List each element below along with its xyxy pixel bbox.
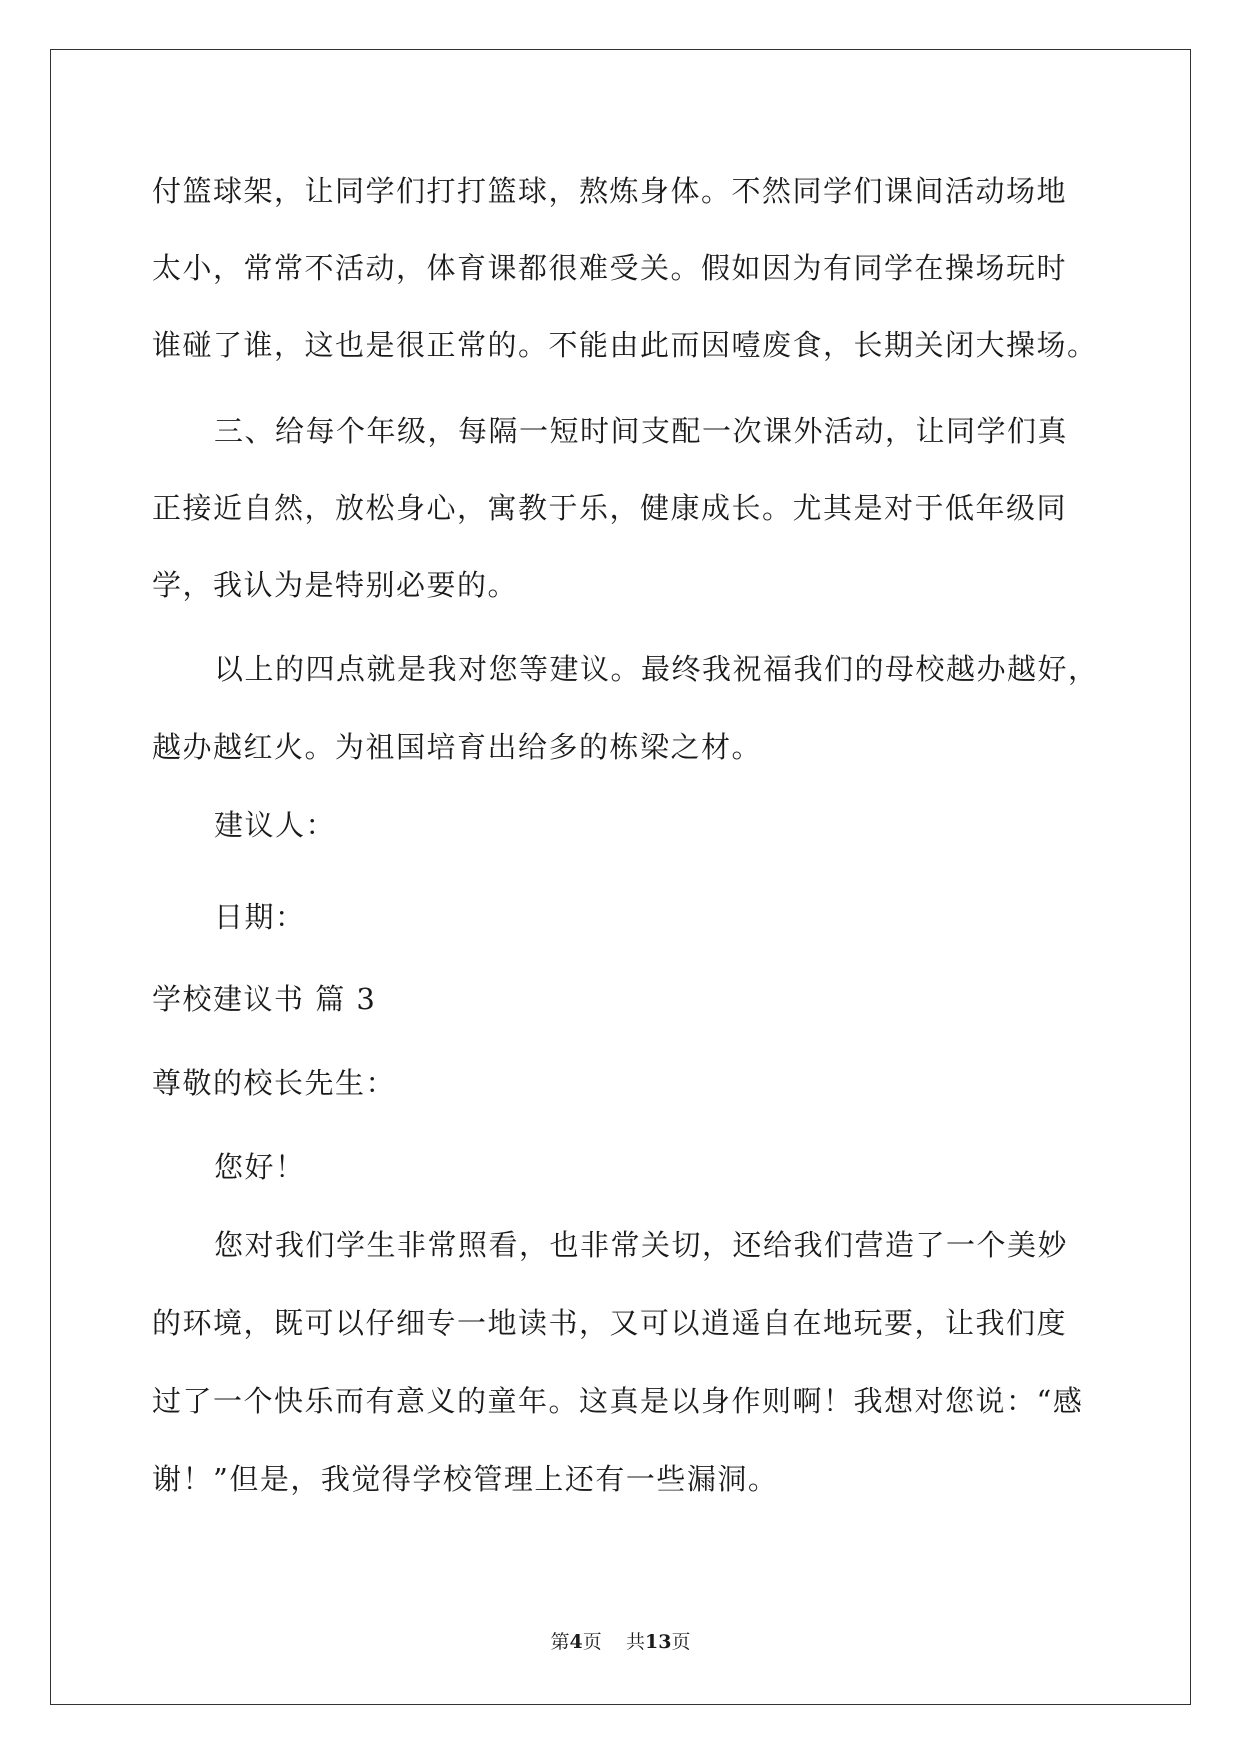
date-label: 日期： [214, 900, 306, 934]
total-unit: 页 [671, 1631, 691, 1653]
greeting: 您好！ [214, 1150, 306, 1184]
paragraph-line: 太小，常常不活动，体育课都很难受关。假如因为有同学在操场玩时 [152, 251, 1068, 285]
paragraph-line: 您对我们学生非常照看，也非常关切，还给我们营造了一个美妙 [214, 1228, 1069, 1262]
page-number: 4 [569, 1631, 583, 1653]
total-pages: 13 [644, 1631, 672, 1653]
section-heading: 学校建议书 篇 3 [152, 982, 377, 1016]
salutation: 尊敬的校长先生： [152, 1066, 397, 1100]
paragraph-line: 付篮球架，让同学们打打篮球，熬炼身体。不然同学们课间活动场地 [152, 174, 1068, 208]
page-prefix: 第 [550, 1631, 570, 1653]
page-border [50, 49, 1191, 1705]
paragraph-line: 学，我认为是特别必要的。 [152, 568, 519, 602]
paragraph-line: 越办越红火。为祖国培育出给多的栋梁之材。 [152, 730, 763, 764]
total-prefix: 共 [625, 1631, 645, 1653]
signer-label: 建议人： [214, 808, 337, 842]
paragraph-line: 以上的四点就是我对您等建议。最终我祝福我们的母校越办越好， [214, 652, 1099, 686]
paragraph-line: 三、给每个年级，每隔一短时间支配一次课外活动，让同学们真 [214, 414, 1069, 448]
paragraph-line: 过了一个快乐而有意义的童年。这真是以身作则啊！我想对您说：“感 [152, 1384, 1084, 1418]
paragraph-line: 正接近自然，放松身心，寓教于乐，健康成长。尤其是对于低年级同 [152, 491, 1068, 525]
paragraph-line: 谢！”但是，我觉得学校管理上还有一些漏洞。 [152, 1462, 779, 1496]
page-unit: 页 [582, 1631, 602, 1653]
paragraph-line: 谁碰了谁，这也是很正常的。不能由此而因噎废食，长期关闭大操场。 [152, 328, 1098, 362]
paragraph-line: 的环境，既可以仔细专一地读书，又可以逍遥自在地玩要，让我们度 [152, 1306, 1068, 1340]
page-footer [0, 1630, 1241, 1654]
